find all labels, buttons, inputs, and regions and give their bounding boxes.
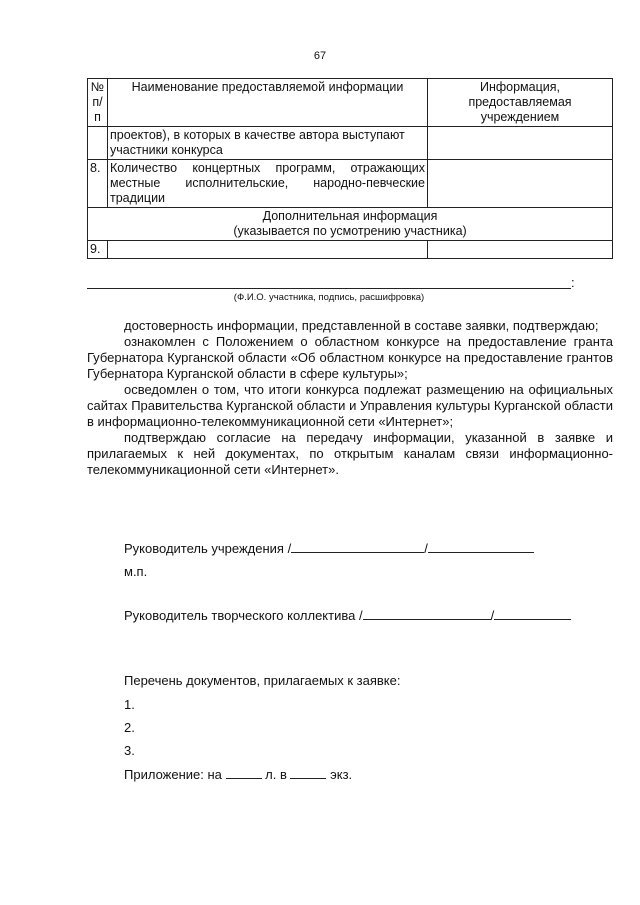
documents-item: 3. <box>124 743 135 758</box>
signature-colon: : <box>571 275 575 290</box>
head-of-institution-label: Руководитель учреждения <box>124 541 284 556</box>
additional-info-note: (указывается по усмотрению участника) <box>233 224 467 238</box>
row-value <box>428 160 613 208</box>
head-of-collective-label: Руководитель творческого коллектива <box>124 608 356 623</box>
declaration-paragraph: ознакомлен с Положением о областном конкурсе на предоставление гранта Губернатора Курганской области «Об областном конкурсе на предоставление грантов Губернатора Курганской области в сфере культуры»; <box>87 334 613 381</box>
row-name: проектов), в которых в качестве автора выступают участники конкурса <box>108 127 428 160</box>
signature-caption: (Ф.И.О. участника, подпись, расшифровка) <box>233 292 425 303</box>
page-number: 67 <box>313 50 327 62</box>
documents-title: Перечень документов, прилагаемых к заявке: <box>124 673 401 688</box>
appendix-suffix: экз. <box>330 767 353 782</box>
info-table <box>87 78 613 259</box>
table-header-row <box>88 79 613 127</box>
declaration-text <box>87 318 613 478</box>
table-row <box>88 241 613 259</box>
copies-blank <box>290 766 326 779</box>
slash: / <box>490 608 495 623</box>
pages-blank <box>226 766 262 779</box>
slash: / <box>424 541 428 556</box>
slash: / <box>358 608 363 623</box>
row-name <box>108 241 428 259</box>
name-blank <box>428 540 534 553</box>
documents-item: 1. <box>124 697 135 712</box>
appendix-prefix: Приложение: на <box>124 767 222 782</box>
declaration-paragraph: достоверность информации, представленной в составе заявки, подтверждаю; <box>124 318 599 333</box>
declaration-paragraph: осведомлен о том, что итоги конкурса подлежат размещению на официальных сайтах Правительства Курганской области и Управления культуры Курганской области в информационно-телекоммуникационной сети «Интернет»; <box>87 382 613 429</box>
row-name: Количество концертных программ, отражающих местные исполнительские, народно-певческие традиции <box>108 160 428 208</box>
head-of-collective-line <box>124 607 571 623</box>
additional-info-row <box>88 208 613 241</box>
signature-blank <box>363 607 491 620</box>
row-num <box>88 127 108 160</box>
participant-signature-line <box>87 288 571 289</box>
additional-info-title: Дополнительная информация <box>262 209 438 223</box>
appendix-middle: л. в <box>265 767 287 782</box>
row-num: 8. <box>88 160 108 208</box>
name-blank <box>494 607 571 620</box>
header-num: № п/п <box>88 79 108 127</box>
stamp-label: м.п. <box>124 564 148 579</box>
appendix-line <box>124 766 352 782</box>
table-row <box>88 160 613 208</box>
slash: / <box>287 541 292 556</box>
header-name: Наименование предоставляемой информации <box>108 79 428 127</box>
declaration-paragraph: подтверждаю согласие на передачу информации, указанной в заявке и прилагаемых к ней документах, по открытым каналам связи информационно-телекоммуникационной сети «Интернет». <box>87 430 613 477</box>
row-value <box>428 241 613 259</box>
header-institution: Информация, предоставляемая учреждением <box>428 79 613 127</box>
table-row <box>88 127 613 160</box>
additional-info-cell <box>88 208 613 241</box>
row-value <box>428 127 613 160</box>
documents-item: 2. <box>124 720 135 735</box>
signature-blank <box>291 540 424 553</box>
head-of-institution-line <box>124 540 534 556</box>
row-num: 9. <box>88 241 108 259</box>
